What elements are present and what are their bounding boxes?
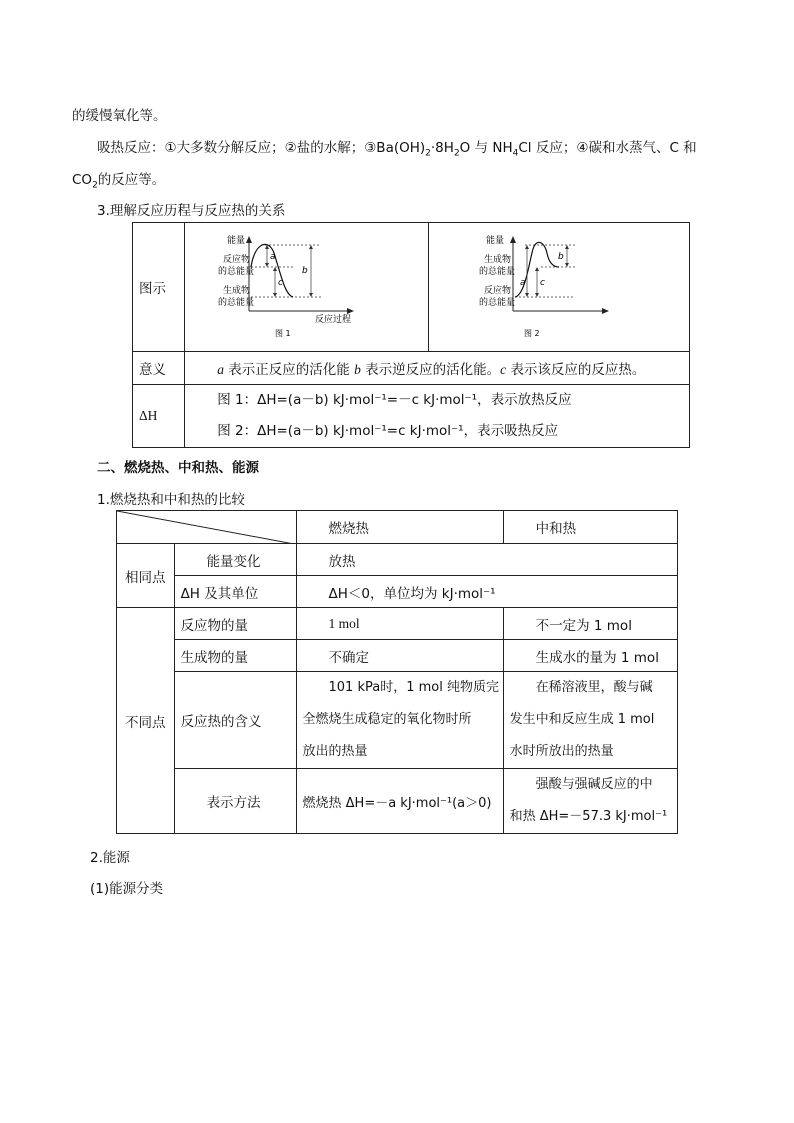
heat-meaning-combustion-line3: 放出的热量	[302, 744, 368, 759]
energy-diagram-exothermic	[185, 223, 428, 347]
figure-2-cell	[429, 223, 690, 352]
section-heading-2: 二、燃烧热、中和热、能源	[97, 460, 259, 476]
product-amount-combustion: 不确定	[296, 640, 503, 672]
header-neutralization-heat: 中和热	[503, 511, 677, 544]
diagonal-header-cell	[117, 511, 297, 544]
subscript: 2	[453, 148, 460, 159]
subsection-heading-3: (1)能源分类	[90, 881, 164, 897]
reactant-label: 反应物	[223, 255, 251, 265]
endothermic-list-part2: ·8H	[430, 140, 454, 156]
delta-h-fig2: 图 2：ΔH=(a－b) kJ·mol⁻¹=c kJ·mol⁻¹，表示吸热反应	[217, 423, 559, 439]
heat-meaning-neutralization-line1: 在稀溶液里，酸与碱	[535, 680, 653, 695]
delta-h-unit-value: ΔH＜0，单位均为 kJ·mol⁻¹	[296, 576, 677, 608]
reactant-label: 反应物	[484, 286, 512, 296]
paragraph-line-1: 的缓慢氧化等。	[72, 108, 167, 124]
subscript: 2	[425, 148, 431, 159]
expression-neutralization	[503, 769, 677, 834]
subscript: 4	[512, 148, 519, 159]
heat-meaning-neutralization	[503, 672, 677, 769]
endothermic-list-part4: Cl 反应；④碳和水蒸气、C 和	[518, 140, 697, 156]
endothermic-list-part1: ①大多数分解反应；②盐的水解；③Ba(OH)	[164, 140, 426, 156]
subscript: 2	[92, 180, 98, 191]
expression-label: 表示方法	[174, 769, 296, 834]
label-a: a	[520, 278, 526, 288]
expression-combustion: 燃烧热 ΔH=－a kJ·mol⁻¹(a＞0)	[296, 769, 503, 834]
heat-meaning-label: 反应热的含义	[174, 672, 296, 769]
product-amount-label: 生成物的量	[174, 640, 296, 672]
product-amount-neutralization: 生成水的量为 1 mol	[503, 640, 677, 672]
y-axis-label: 能量	[227, 236, 246, 246]
heat-meaning-combustion	[296, 672, 503, 769]
product-total-energy-label: 的总能量	[479, 267, 516, 277]
endothermic-label: 吸热反应：	[97, 140, 165, 156]
section-heading-3: 3.理解反应历程与反应热的关系	[97, 203, 286, 219]
delta-h-cell	[185, 385, 690, 448]
row-label-diagram: 图示	[133, 223, 185, 352]
delta-h-fig1: 图 1：ΔH=(a－b) kJ·mol⁻¹=－c kJ·mol⁻¹，表示放热反应	[217, 392, 572, 408]
comparison-table	[116, 510, 678, 834]
reactant-total-energy-label: 的总能量	[479, 298, 516, 308]
co2-text: CO	[72, 172, 93, 188]
var-c: c	[500, 362, 507, 377]
reactant-amount-neutralization: 不一定为 1 mol	[503, 608, 677, 640]
figure-caption: 图 1	[275, 329, 291, 338]
paragraph-line-2	[97, 136, 697, 159]
reactant-amount-label: 反应物的量	[174, 608, 296, 640]
label-b: b	[558, 252, 564, 262]
label-c: c	[278, 278, 284, 288]
header-combustion-heat: 燃烧热	[296, 511, 503, 544]
energy-diagram-endothermic	[429, 223, 688, 347]
meaning-text-3: 表示该反应的反应热。	[506, 362, 646, 378]
y-axis-label: 能量	[486, 236, 505, 246]
energy-change-label: 能量变化	[174, 544, 296, 576]
figure-caption: 图 2	[524, 329, 540, 338]
meaning-cell	[185, 352, 690, 385]
paragraph-line-3-rest: 的反应等。	[97, 172, 166, 188]
expression-neutralization-line2: 和热 ΔH=－57.3 kJ·mol⁻¹	[509, 809, 668, 824]
product-total-energy-label: 的总能量	[218, 298, 255, 308]
energy-change-value: 放热	[296, 544, 677, 576]
heat-meaning-combustion-line2: 全燃烧生成稳定的氧化物时所	[302, 712, 472, 727]
reactant-amount-combustion: 1 mol	[296, 608, 503, 640]
var-a: a	[217, 362, 224, 377]
row-label-delta-h: ΔH	[133, 385, 185, 448]
x-axis-label: 反应过程	[315, 315, 352, 325]
endothermic-list-part3: O 与 NH	[459, 140, 513, 156]
heat-meaning-neutralization-line3: 水时所放出的热量	[509, 744, 614, 759]
heat-meaning-combustion-line1: 101 kPa时，1 mol 纯物质完	[328, 680, 499, 695]
reaction-heat-table	[132, 222, 690, 448]
same-points-label: 相同点	[117, 544, 175, 608]
var-b: b	[354, 362, 361, 377]
product-label: 生成物	[484, 255, 512, 265]
label-a: a	[270, 252, 276, 262]
paragraph-line-3	[72, 168, 165, 191]
row-label-meaning: 意义	[133, 352, 185, 385]
delta-h-unit-label: ΔH 及其单位	[174, 576, 296, 608]
reactant-total-energy-label: 的总能量	[218, 267, 255, 277]
subsection-heading-2: 2.能源	[90, 850, 130, 866]
subsection-heading-1: 1.燃烧热和中和热的比较	[97, 492, 245, 508]
different-points-label: 不同点	[117, 608, 175, 834]
label-c: c	[540, 278, 546, 288]
product-label: 生成物	[223, 286, 251, 296]
label-b: b	[302, 266, 308, 276]
figure-1-cell	[185, 223, 429, 352]
diagonal-line	[117, 511, 294, 544]
expression-neutralization-line1: 强酸与强碱反应的中	[535, 777, 653, 792]
meaning-text-2: 表示逆反应的活化能。	[360, 362, 501, 378]
meaning-text-1: 表示正反应的活化能	[223, 362, 355, 378]
heat-meaning-neutralization-line2: 发生中和反应生成 1 mol	[509, 712, 655, 727]
